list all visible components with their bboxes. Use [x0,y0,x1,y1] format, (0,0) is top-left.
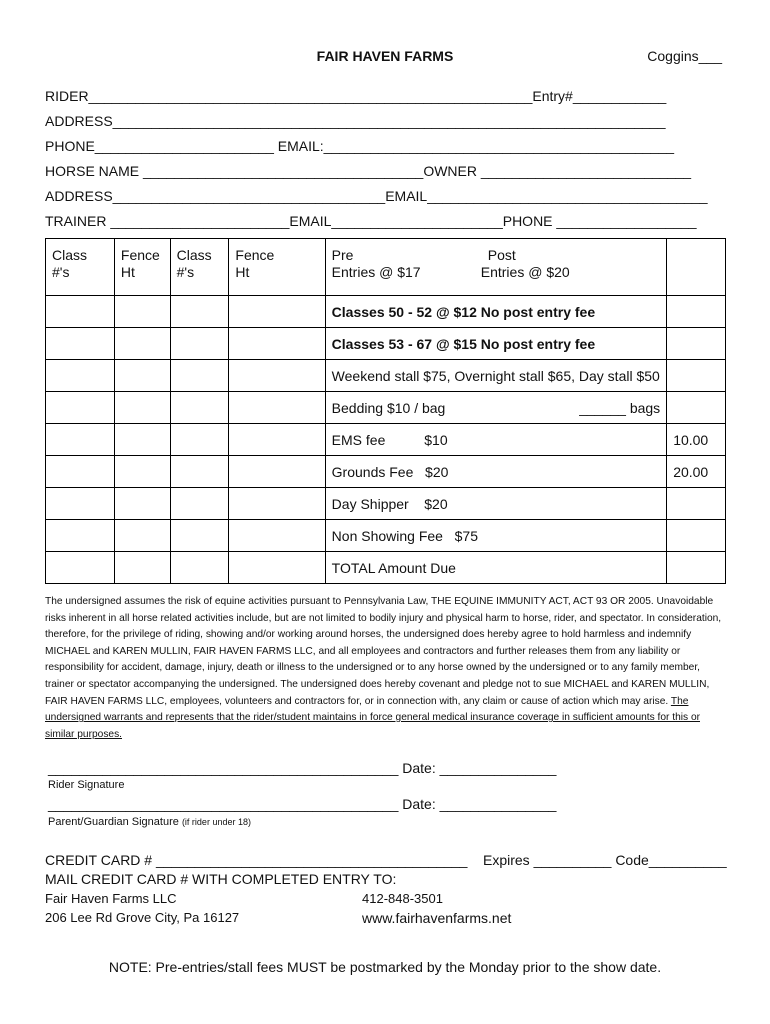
total-label: TOTAL Amount Due [325,552,667,584]
fence-height-header: Fence Ht [114,239,170,296]
fence-cell[interactable] [114,520,170,552]
liability-waiver [45,594,725,743]
fence-cell[interactable] [229,488,325,520]
fee-label: Classes 50 - 52 @ $12 No post entry fee [325,296,667,328]
farm-website[interactable]: www.fairhavenfarms.net [362,910,512,926]
coggins-field[interactable]: Coggins___ [647,48,722,64]
class-numbers-header: Class #'s [46,239,115,296]
bags-field[interactable]: ______ bags [579,399,661,416]
waiver-text: The undersigned assumes the risk of equine activities pursuant to Pennsylvania Law, THE EQUINE IMMUNITY ACT, ACT 93 OR 2005. Unavoidable risks inherent in all horse related activities include, but are not limited to bodily injury and physical harm to horse, rider, and spectator. In consideration, therefore, for the privilege of riding, showing and/or working around horses, the undersigned does hereby agree to hold harmless and indemnify MICHAEL and KAREN MULLIN, FAIR HAVEN FARMS LLC, and all employees and contractors and further releases them from any liability or responsibility for accident, damage, injury, death or illness to the undersigned or to any horse owned by the undersigned or to any family member, trainer or spectator accompanying the undersigned. The undersigned does hereby covenant and pledge not to sue MICHAEL and KAREN MULLIN, FAIR HAVEN FARMS LLC, employees, volunteers and contractors for, or in connection with, any claim or cause of action which may arise. [45,596,722,707]
fence-cell[interactable] [229,520,325,552]
class-cell[interactable] [170,328,229,360]
table-row [46,456,726,488]
amount-cell[interactable]: 20.00 [667,456,726,488]
fence-cell[interactable] [229,296,325,328]
fence-cell[interactable] [114,456,170,488]
amount-cell[interactable] [667,392,726,424]
fee-label: Grounds Fee $20 [325,456,667,488]
entries-table [45,238,726,584]
parent-signature-caption: Parent/Guardian Signature (if rider under 18) [48,816,251,828]
fence-cell[interactable] [229,456,325,488]
class-cell[interactable] [46,520,115,552]
amount-cell[interactable] [667,296,726,328]
fee-label: Non Showing Fee $75 [325,520,667,552]
form-title: FAIR HAVEN FARMS [316,48,454,64]
fee-label: Classes 53 - 67 @ $15 No post entry fee [325,328,667,360]
table-row [46,360,726,392]
table-header-row [46,239,726,296]
class-cell[interactable] [46,328,115,360]
amount-cell[interactable] [667,488,726,520]
postmark-note: NOTE: Pre-entries/stall fees MUST be postmarked by the Monday prior to the show date. [108,959,662,975]
table-row [46,392,726,424]
class-cell[interactable] [46,424,115,456]
class-cell[interactable] [46,552,115,584]
farm-phone: 412-848-3501 [362,891,443,906]
mail-instructions: MAIL CREDIT CARD # WITH COMPLETED ENTRY TO: [45,871,397,887]
amount-cell[interactable] [667,360,726,392]
fence-height-header-2: Fence Ht [229,239,325,296]
fence-cell[interactable] [229,424,325,456]
fee-label: Weekend stall $75, Overnight stall $65, Day stall $50 [325,360,667,392]
fee-label: EMS fee $10 [325,424,667,456]
class-cell[interactable] [46,488,115,520]
owner-address-email-line[interactable]: ADDRESS___________________________________EMAIL____________________________________ [45,188,708,204]
fee-label: Day Shipper $20 [325,488,667,520]
fence-cell[interactable] [114,552,170,584]
class-cell[interactable] [46,392,115,424]
class-cell[interactable] [170,392,229,424]
table-row [46,328,726,360]
fence-cell[interactable] [229,360,325,392]
rider-signature-line[interactable]: _____________________________________________ Date: _______________ [48,760,557,776]
table-row [46,424,726,456]
rider-address-line[interactable]: ADDRESS_______________________________________________________________________ [45,113,666,129]
fence-cell[interactable] [114,296,170,328]
parent-signature-line[interactable]: _____________________________________________ Date: _______________ [48,796,557,812]
table-row [46,488,726,520]
class-cell[interactable] [170,424,229,456]
class-cell[interactable] [170,360,229,392]
farm-address: 206 Lee Rd Grove City, Pa 16127 [45,910,240,925]
class-cell[interactable] [170,296,229,328]
class-cell[interactable] [170,488,229,520]
amount-cell[interactable] [667,520,726,552]
amount-cell[interactable] [667,328,726,360]
fence-cell[interactable] [114,328,170,360]
credit-card-line[interactable]: CREDIT CARD # ________________________________________ [45,852,468,868]
fee-label: Bedding $10 / bag [331,399,446,416]
bedding-cell [325,392,667,424]
rider-signature-caption: Rider Signature [48,779,125,791]
class-cell[interactable] [46,360,115,392]
table-row [46,520,726,552]
class-cell[interactable] [170,520,229,552]
amount-cell[interactable]: 10.00 [667,424,726,456]
class-numbers-header-2: Class #'s [170,239,229,296]
class-cell[interactable] [170,456,229,488]
class-cell[interactable] [46,456,115,488]
fence-cell[interactable] [114,360,170,392]
insurance-statement: The undersigned warrants and represents that the rider/student maintains in force general medical insurance coverage in sufficient amounts for this or similar purposes. [45,695,700,740]
fence-cell[interactable] [229,552,325,584]
class-cell[interactable] [170,552,229,584]
fence-cell[interactable] [114,392,170,424]
fence-cell[interactable] [114,424,170,456]
fence-cell[interactable] [229,328,325,360]
entry-fees-header: Pre Entries @ $17 Post Entries @ $20 [325,239,667,296]
table-row [46,552,726,584]
table-row [46,296,726,328]
trainer-line[interactable]: TRAINER _______________________EMAIL______________________PHONE __________________ [45,213,697,229]
fence-cell[interactable] [229,392,325,424]
rider-entry-line[interactable]: RIDER_________________________________________________________Entry#____________ [45,88,667,104]
farm-name: Fair Haven Farms LLC [45,891,177,906]
total-amount-cell[interactable] [667,552,726,584]
horse-owner-line[interactable]: HORSE NAME ____________________________________OWNER ___________________________ [45,163,692,179]
fence-cell[interactable] [114,488,170,520]
phone-email-line[interactable]: PHONE_______________________ EMAIL:_____________________________________________ [45,138,675,154]
amount-header [667,239,726,296]
class-cell[interactable] [46,296,115,328]
expires-code-line[interactable]: Expires __________ Code__________ [483,852,727,868]
